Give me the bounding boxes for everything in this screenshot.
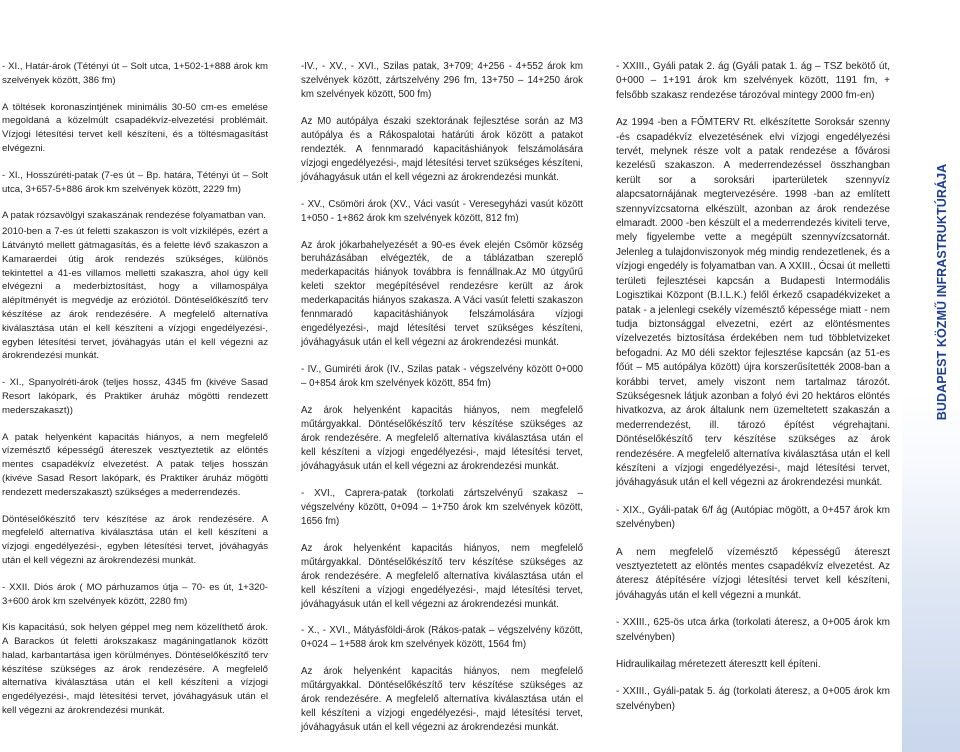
paragraph: - XXIII., Gyáli patak 2. ág (Gyáli patak 1. ág – TSZ bekötő út, 0+000 – 1+191 árok km szelvények között, 1191 fm, + felsőbb szakasz rendezése tározóval mintegy 2000 fm-en) [616, 61, 890, 101]
paragraph: Döntéselőkészítő terv készítése az árok rendezésére. A megfelelő alternatíva kiválasztása után el kell készíteni a vízjogi engedélyezési-, egyben létesítési tervet, jóváhagyás után el kell végezni az árokrendezési munkát. [2, 513, 268, 566]
paragraph: A töltések koronaszintjének minimális 30-50 cm-es emelése megoldaná a közelmúlt csapadékvíz-elvezetési problémáit. Vízjogi létesítési tervet kell készíteni, és a töltésmagasítást elvégezni. [2, 101, 268, 154]
paragraph: - XI., Határ-árok (Tétényi út – Solt utca, 1+502-1+888 árok km szelvények között, 386 fm) [2, 61, 268, 86]
side-title [935, 163, 960, 421]
column-1 [2, 60, 268, 731]
paragraph: -IV., - XV., - XVI., Szilas patak, 3+709; 4+256 - 4+552 árok km szelvények között, zártszelvény 296 fm, 13+750 – 14+250 árok km szelvények között, 500 fm) [301, 61, 583, 100]
paragraph: - XI., Hosszúréti-patak (7-es út – Bp. határa, Tétényi út – Solt utca, 3+657-5+886 árok km szelvények között, 2229 fm) [2, 169, 268, 195]
paragraph: A patak helyenként kapacitás hiányos, a nem megfelelő vízemésztő képességű átereszek vesztyeztetik az elöntés mentes csapadékvíz elvezetést. A patak teljes hosszán (kivéve Sasad Resort lakópark, és Praktiker áruház mögötti rendezett mederszakaszt) szükséges a mederrendezés. [2, 431, 268, 498]
side-title-text: BUDAPEST KÖZMŰ INFRASTRUKTÚRÁJA [935, 163, 949, 421]
column-2 [301, 60, 583, 748]
paragraph: - X., - XVI., Mátyásföldi-árok (Rákos-patak – végszelvény között, 0+024 – 1+588 árok km szelvények között, 1564 fm) [301, 625, 583, 651]
paragraph: - XIX., Gyáli-patak 6/f ág (Autópiac mögött, a 0+457 árok km szelvényben) [616, 504, 890, 531]
paragraph: A nem megfelelő vízemésztő képességű átereszt vesztyeztetett az elöntés mentes csapadékvíz elvezetést. Az áteresz átépítésére vízjogi létesítési tervet kell készíteni, jóváhagyás után el kell végezni a munkát. [616, 546, 890, 601]
paragraph: Kis kapacitású, sok helyen géppel meg nem közelíthető árok. A Barackos út feletti árokszakasz magáningatlanok között halad, karbantartása igen körülményes. Döntéselőkészítő terv készítése szükséges az árok rendezésére. A megfelelő alternatíva kiválasztása után el kell készíteni a vízjogi engedélyezési-, majd létesítési tervet, jóváhagyásuk után el kell végezni az árokrendezési munkát. [2, 622, 268, 717]
paragraph: - XVI., Caprera-patak (torkolati zártszelvényű szakasz – végszelvény között, 0+094 – 1+750 árok km szelvények között, 1656 fm) [301, 487, 583, 527]
paragraph: - XXIII., Gyáli-patak 5. ág (torkolati áteresz, a 0+005 árok km szelvényben) [616, 686, 890, 712]
paragraph: Hidraulikailag méretezett áteresztt kell építeni. [616, 659, 821, 671]
side-band [902, 0, 960, 752]
paragraph: Az árok jókarbahelyezését a 90-es évek elején Csömör község beruházásában elvégezték, de a táblázatban szereplő mederkapacitás hiányok továbbra is fennállnak.Az M0 útgyűrű keleti szektor megépítésével rendezésre került az árok mederkapacitás hiányos szakasza. A Váci vasút feletti szakaszon fennmaradó kapacitáshiányok felszámolására vízjogi engedélyezési-, majd létesítési tervet szükséges készíteni, jóváhagyásuk után el kell végezni az árokrendezési munkát. [301, 239, 583, 349]
paragraph: Az árok helyenként kapacitás hiányos, nem megfelelő műtárgyakkal. Döntéselőkészítő terv készítése szükséges az árok rendezésére. A megfelelő alternatíva kiválasztása után el kell készíteni a vízjogi engedélyezési-, majd létesítési tervet, jóváhagyásuk után el kell végezni az árokrendezési munkát. [301, 405, 583, 472]
paragraph: - XI., Spanyolréti-árok (teljes hossz, 4345 fm (kivéve Sasad Resort lakópark, és Praktiker áruház mögötti rendezett mederszakaszt)) [2, 377, 268, 416]
paragraph: Az M0 autópálya északi szektorának fejlesztése során az M3 autópálya és a Rákospalotai határúti árok között a patakot rendezték. A fennmaradó kapacitáshiányok felszámolására vízjogi engedélyezési-, majd létesítési tervet szükséges készíteni, jóváhagyásuk után el kell végezni az árokrendezési munkát. [301, 115, 583, 183]
paragraph: Az árok helyenként kapacitás hiányos, nem megfelelő műtárgyakkal. Döntéselőkészítő terv készítése szükséges az árok rendezésére. A megfelelő alternatíva kiválasztása után el kell készíteni a vízjogi engedélyezési-, majd létesítési tervet, jóváhagyásuk után el kell végezni az árokrendezési munkát. [301, 542, 583, 610]
paragraph: A patak rózsavölgyi szakaszának rendezése folyamatban van. [2, 210, 266, 222]
column-3 [616, 60, 890, 727]
paragraph: - XXII. Diós árok ( MO párhuzamos útja – 70- es út, 1+320-3+600 árok km szelvények között, 2280 fm) [2, 581, 268, 607]
paragraph: Az 1994 -ben a FŐMTERV Rt. elkészítette Soroksár szenny -és csapadékvíz elvezetésének elvi vízjogi engedélyezési tervét, melynek része volt a patak rendezése a fővárosi kezelésű szakaszon. A mederrendezéssel összhangban került sor a soroksári iparterületek szennyvíz alapcsatornájának megtervezésére. 1998 -ban az említett szennyvízcsatorna elkészült, azonban az árok rendezése elmaradt. 2000 -ben készült el a mederrendezés kiviteli terve, mely figyelembe vette a megépült szennyvízcsatornát. Jelenleg a tulajdonviszonyok még mindig rendezetlenek, és a vízjogi engedély is folyamatban van. A XXIII., Ócsai út melletti területi fejlesztései kapcsán a Budapesti Intermodális Logisztikai Központ (B.I.L.K.) felől érkező csapadékvizeket a patak - a jelenlegi csekély vízemésztő képessége miatt - nem tudja biztonsággal elvezetni, ezért az elöntésmentes vízelvezetés biztosítása érdekében nem tud többletvizeket befogadni. Az M0 déli szektor fejlesztése kapcsán (az 51-es főút – M5 autópálya között) újra korszerűsítették 2008-ban a korábbi tervet, amely viszont nem tartalmaz tározót. Szükségesnek látjuk azonban a folyó évi 20 hektáros elöntés hivatkozva, az árok általunk nem üzemeltetett szakaszán a mederrendezést, ill. tározó építést végrehajtani. Döntéselőkészítő terv készítése szükséges az árok rendezésére. A megfelelő alternatíva kiválasztása után el kell készíteni a vízjogi engedélyezési-, majd létesítési tervet, jóváhagyásuk után el kell végezni az árokrendezési munkát. [616, 117, 890, 489]
paragraph: 2010-ben a 7-es út feletti szakaszon is volt vízkilépés, ezért a Látványtó mellett gátmagasítás, és a felette lévő szakaszon a Kamaraerdei útig árok rendezés szükséges, különös tekintettel a 41-es villamos melletti szakaszra, ahol úgy kell elvégezni a mederbiztosítást, hogy a villamospálya alépítményét is megvédje az eróziótól. Döntéselőkészítő terv készítése az árok rendezésére. A megfelelő alternatíva kiválasztása után el kell készíteni a vízjogi engedélyezési-, egyben létesítési tervet, jóváhagyás után el kell végezni az árokrendezési munkát. [2, 226, 268, 362]
paragraph: - IV., Gumiréti árok (IV., Szilas patak - végszelvény között 0+000 – 0+854 árok km szelvények között, 854 fm) [301, 364, 583, 390]
paragraph: - XXIII., 625-ös utca árka (torkolati áteresz, a 0+005 árok km szelvényben) [616, 617, 890, 643]
paragraph: - XV., Csömöri árok (XV., Váci vasút - Veresegyházi vasút között 1+050 - 1+862 árok km szelvények között, 812 fm) [301, 198, 583, 224]
paragraph: Az árok helyenként kapacitás hiányos, nem megfelelő műtárgyakkal. Döntéselőkészítő terv készítése szükséges az árok rendezésére. A megfelelő alternatíva kiválasztása után el kell készíteni a vízjogi engedélyezési-, majd létesítési tervet, jóváhagyásuk után el kell végezni az árokrendezési munkát. [301, 666, 583, 734]
